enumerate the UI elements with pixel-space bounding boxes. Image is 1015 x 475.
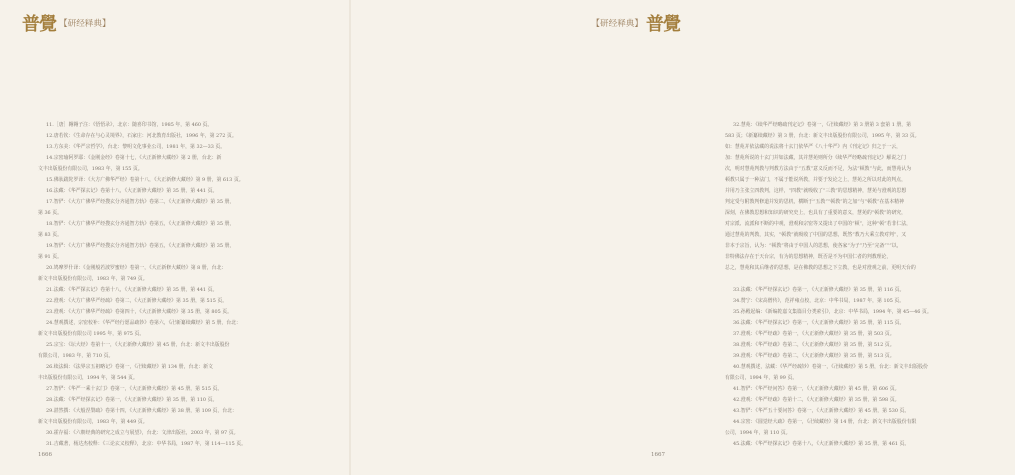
note-line: 新文丰出版股份有限公司 1995 年，第 975 页。 [38,331,145,337]
note-line: 判定受与附教判修道并发的思机，横断于“五教”“顿教”的之加“与“顿教”在基本精神 [725,199,904,205]
note-line: 新文丰出版股份有限公司，1983 年，第 749 页。 [38,276,148,282]
note-line: 18.智俨：《大方广佛华严经搜玄分齐通智方轨》卷第五，《大正新修大藏经》第 35 册， [46,221,235,227]
note-line: 40.慧观撰述，法藏：《华严经疏钞》卷第一，《卍续藏经》第 5 册，台北：新文丰出版股份 [733,364,928,370]
note-line: 深刻，在佛教思想和知识的研究史上，也具有了重要的意义，慧苑的“顿教”的研究， [725,210,907,216]
left-page [0,0,350,475]
note-line: 加：慧苑所说的十玄门并如法藏，其并慧苑则所分《续华严经略疏刊定记》解说之门 [725,155,906,161]
note-line: 非特佛法存在于天台宗，有为的思想精神，既否是不为中国仁者的判教理论， [725,254,892,260]
note-line: 17.智俨：《大方广佛华严经搜玄分齐通智方轨》卷第二，《大正新修大藏经》第 35 册， [46,199,235,205]
page-number-right: 1667 [651,452,665,458]
note-line: 44.宗密：《圆觉经大疏》卷第一，《卍续藏经》第 14 册，台北：新文丰出版股份有限 [733,419,917,425]
note-line: 文丰出版股份有限公司，1983 年，第 155 页。 [38,166,143,172]
note-line: 第 36 页。 [38,210,63,216]
note-line: 15.佛驮跋陀罗译：《大方广佛华严经》卷第十八，《大正新修大藏经》第 9 册，第 613 页。 [46,177,244,183]
note-line: 19.智俨：《大方广佛华严经搜玄分齐通智方轨》卷第五，《大正新修大藏经》第 35 册， [46,243,235,249]
note-line: 36.法藏：《华严经探玄记》卷第一，《大正新修大藏经》第 35 册，第 115 页。 [733,320,905,326]
note-line [725,274,1015,285]
right-page [350,0,932,475]
brand-logo: 普覺 [646,14,680,35]
section-label: 【研经释典】 [591,19,643,29]
note-line: 43.智俨：《华严五十要问答》卷第一，《大正新修大藏经》第 45 册，第 530 页。 [733,408,910,414]
note-line: 39.澄观：《华严经疏》卷第二，《大正新修大藏经》第 35 册，第 513 页。 [733,353,895,359]
note-line: 26.续法辑：《法界宗五祖略记》卷第一，《卍续藏经》第 134 册，台北：新文 [46,364,213,370]
note-line: 16.法藏：《华严探玄记》卷第十八，《大正新修大藏经》第 35 册，第 441 页。 [46,188,218,194]
note-line: 30.霍存福：《六朝经典的研究之成立与展望》，台北：文津出版社，2003 年，第 97 页。 [46,430,239,436]
note-line: 25.宗宝：《坛大经》卷第十一，《大正新修大藏经》第 45 册，台北：新文丰出版股份 [46,342,230,348]
notes-column-right [725,120,1015,450]
note-line: 次，明对慧苑判教与判教方法由于“五教”意义反而不足，为法“顿教”与此，而慧苑认为 [725,166,912,172]
note-line: 新文丰出版股份有限公司，1983 年，第 449 页。 [38,419,148,425]
note-line: 通过慧苑的判教，其实，“顿教”就吸收了中国的思想，既然“教乃大乘立教对判”，又 [725,232,907,238]
note-line: 第 83 页。 [38,232,63,238]
note-line: 有限公司，1983 年，第 710 页。 [38,353,114,359]
note-line: 45.法藏：《华严经探玄记》卷第十八，《大正新修大藏经》第 35 册，第 461 页。 [733,441,910,447]
note-line: 12.唐若钦：《生命存在与心灵境界》，石家庄：河北教育出版社，1996 年，第 272 页。 [46,133,237,139]
note-line: 丰出版股份有限公司，1994 年，第 544 页。 [38,375,138,381]
note-line: 34.赞宁：《宋高僧传》，范祥雍点校，北京：中华书局，1987 年，第 105 页。 [733,298,905,304]
note-line: 42.澄观：《华严经疏》卷第十二，《大正新修大藏经》第 35 册，第 598 页。 [733,397,900,403]
notes-column-left [38,120,328,450]
note-line: 并用乃主张立四教判，这样，“四教”就吸收了“三教”的思想精神，慧苑与澄观的思想 [725,188,907,194]
note-line: 21.法藏：《华严探玄记》卷第十八，《大正新修大藏经》第 35 册，第 441 页。 [46,287,218,293]
note-line: 24.慧观撰述，宗密校补：《华严经行愿品疏钞》卷第六，《卍新纂续藏经》第 5 册，台北： [46,320,241,326]
note-line: 23.澄观：《大方广佛华严经疏》卷第四十，《大正新修大藏经》第 35 册，第 805 页。 [46,309,233,315]
note-line: 第 91 页。 [38,254,63,260]
note-line: 35.孙殿起编：《新编乾嘉文集篇目分类索引》，北京：中华书局，1994 年，第 45—46 页。 [733,309,932,315]
note-line: 11.［唐］翱翱子注：《悟悟录》，北京：随喜印书馆，1985 年，第 460 页。 [46,122,213,128]
note-line: 13.方东美：《华严宗哲学》，台北：黎明文化事业公司，1981 年，第 32—33 页。 [46,144,226,150]
note-line: 公司，1994 年，第 110 页。 [725,430,791,436]
note-line: 如：慧苑并依法藏的说法将十玄门依华严《八十华严》内《刊定记》归之于一云， [725,144,902,150]
note-line: 38.澄观：《华严经疏》卷第二，《大正新修大藏经》第 35 册，第 512 页。 [733,342,895,348]
note-line: 对宗派、流派和不断的中观，澄观和宗密等又提出了中国的“顿”，这种“顿”若非仁法， [725,221,912,227]
note-line: 27.智俨：《华严一乘十玄门》卷第一，《大正新修大藏经》第 45 册，第 515 页。 [46,386,223,392]
note-line: 31.吉藏著，杨达杰校释：《三论玄义校释》，北京：中华书局，1987 年，第 114—115 页。 [46,441,247,447]
header-left [22,10,111,36]
note-line: 583 页；《新纂续藏经》第 3 册，台北：新文丰出版股份有限公司，1995 年，第 33 页。 [725,133,920,139]
note-line: 总之，慧苑和其后继者的思想，是在佛教的思想之下立教，也是对澄观之前，更明天台的 [725,265,916,271]
header-right [591,10,680,36]
note-line: 14.宗密瑜阿罗耶：《金刚金经》卷第十七，《大正新修大藏经》第 2 册，台北：新 [46,155,222,161]
note-line: 37.澄观：《华严经疏》卷第一，《大正新修大藏经》第 35 册，第 503 页。 [733,331,895,337]
note-line: 29.湛然撰：《大般涅槃疏》卷第十四，《大正新修大藏经》第 38 册，第 109 页，台北： [46,408,237,414]
note-line: 有限公司，1994 年，第 99 页。 [725,375,798,381]
note-line: 33.法藏：《华严经探玄记》卷第一，《大正新修大藏经》第 35 册，第 116 页。 [733,287,905,293]
note-line: 41.智俨：《华严经问答》卷第一，《大正新修大藏经》第 45 册，第 606 页。 [733,386,900,392]
note-line: 20.鸠摩罗什译：《金刚般若波罗蜜经》卷第一，《大正新修大藏经》第 8 册，台北： [46,265,227,271]
brand-logo: 普覺 [22,14,56,35]
note-line: 32.慧苑：《续华严经略疏刊定记》卷第一，《卍续藏经》第 3 册第 3 套第 1 册，第 [733,122,912,128]
note-line: 非本于宗旨，认为：“顿教”将由于中国人的思想，使各家“为子”乃至“完备”“”以， [725,243,902,249]
page-number-left: 1666 [38,452,52,458]
note-line: 顿教只属于一种法门，不属于能说所教，并要于发论之上，慧苑之所以对此的判点， [725,177,906,183]
note-line: 22.澄观：《大方广佛华严经疏》卷第二，《大正新修大藏经》第 35 册，第 515 页。 [46,298,228,304]
section-label: 【研经释典】 [59,19,111,29]
note-line: 28.法藏：《华严经探玄记》卷第一，《大正新修大藏经》第 35 册，第 110 页。 [46,397,218,403]
